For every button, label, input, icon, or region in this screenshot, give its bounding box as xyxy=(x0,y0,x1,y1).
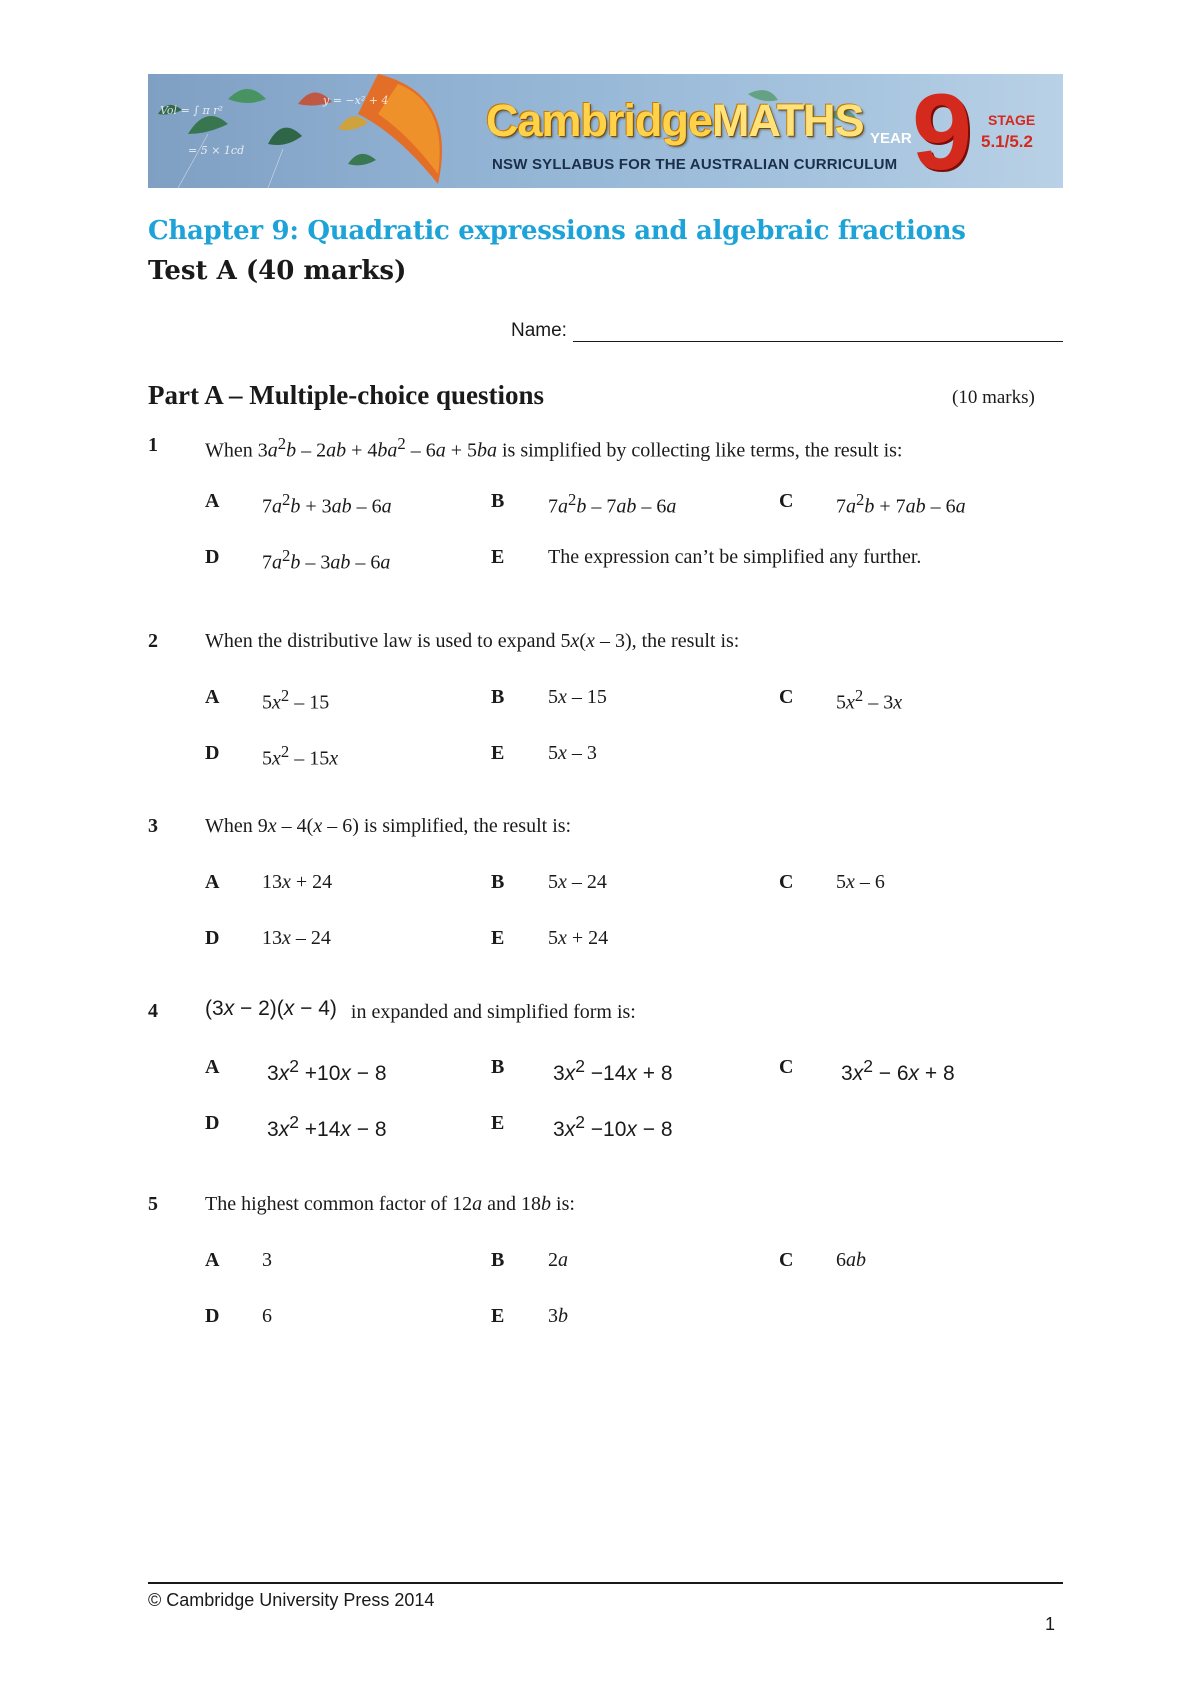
option-letter: D xyxy=(205,546,220,568)
option-text: 2a xyxy=(548,1249,568,1271)
name-field[interactable] xyxy=(511,320,1063,342)
option-text: $7a^2b + 3ab - 6a$ xyxy=(262,490,392,518)
name-label: Name: xyxy=(511,320,567,341)
option-text: 5x – 6 xyxy=(836,871,885,893)
option-letter: B xyxy=(491,871,505,893)
chapter-title: Chapter 9: Quadratic expressions and algebraic fractions xyxy=(148,216,966,246)
question-number: 2 xyxy=(148,630,158,652)
question-number: 5 xyxy=(148,1193,158,1215)
option-text: $3x^2 +10x - 8$ xyxy=(267,1056,387,1085)
option-letter: A xyxy=(205,490,220,512)
brand-logo: CambridgeMATHS xyxy=(486,95,864,146)
page-number: 1 xyxy=(1045,1614,1056,1634)
question-number: 4 xyxy=(148,1000,158,1022)
option-letter: B xyxy=(491,490,505,512)
question-stem: When 9x – 4(x – 6) is simplified, the result is: xyxy=(205,815,572,837)
option-text: 6ab xyxy=(836,1249,866,1271)
banner-scribble: Vol = ∫ π r² xyxy=(160,104,223,117)
option-text: 5x – 3 xyxy=(548,742,597,764)
option-letter: C xyxy=(779,490,794,512)
part-marks: (10 marks) xyxy=(952,387,1035,408)
option-letter: C xyxy=(779,871,794,893)
option-letter: B xyxy=(491,1249,505,1271)
option-letter: B xyxy=(491,1056,505,1078)
option-text: 13x + 24 xyxy=(262,871,333,893)
option-text: 5x – 24 xyxy=(548,871,607,893)
part-title: Part A – Multiple-choice questions xyxy=(148,380,544,410)
option-text: 3 xyxy=(262,1249,272,1271)
option-text: 5x + 24 xyxy=(548,927,609,949)
option-text: $5x^2 - 15x$ xyxy=(262,742,339,770)
option-text: 6 xyxy=(262,1305,272,1327)
option-letter: D xyxy=(205,1305,220,1327)
header-banner xyxy=(148,74,1063,188)
option-letter: E xyxy=(491,546,505,568)
test-title: Test A (40 marks) xyxy=(148,256,407,286)
syllabus-subtitle: NSW SYLLABUS FOR THE AUSTRALIAN CURRICULUM xyxy=(492,156,898,173)
option-text: 5x – 15 xyxy=(548,686,607,708)
year-label: YEAR xyxy=(870,130,912,147)
option-letter: E xyxy=(491,1305,505,1327)
option-text: $5x^2 - 15$ xyxy=(262,686,330,714)
option-text: $7a^2b - 3ab - 6a$ xyxy=(262,546,391,574)
option-letter: A xyxy=(205,686,220,708)
option-letter: D xyxy=(205,927,220,949)
option-letter: C xyxy=(779,1249,794,1271)
question-number: 1 xyxy=(148,434,158,456)
option-text: $7a^2b - 7ab - 6a$ xyxy=(548,490,677,518)
option-text: 13x – 24 xyxy=(262,927,331,949)
banner-scribble: y = −x² + 4 xyxy=(323,94,389,107)
option-letter: E xyxy=(491,1112,505,1134)
question-stem: When the distributive law is used to expand 5x(x – 3), the result is: xyxy=(205,630,740,652)
option-letter: A xyxy=(205,1249,220,1271)
option-letter: C xyxy=(779,686,794,708)
option-letter: B xyxy=(491,686,505,708)
option-text: $7a^2b + 7ab - 6a$ xyxy=(836,490,966,518)
option-letter: C xyxy=(779,1056,794,1078)
question-number: 3 xyxy=(148,815,158,837)
option-text: $5x^2 - 3x$ xyxy=(836,686,903,714)
option-text: $3x^2 -14x + 8$ xyxy=(553,1056,673,1085)
option-letter: D xyxy=(205,742,220,764)
option-letter: D xyxy=(205,1112,220,1134)
option-text: 3b xyxy=(548,1305,568,1327)
option-text: $3x^2 - 6x + 8$ xyxy=(841,1056,955,1085)
option-text: $3x^2 -10x - 8$ xyxy=(553,1112,673,1141)
stage-number: 5.1/5.2 xyxy=(981,132,1033,151)
footer-divider xyxy=(148,1582,1063,1584)
name-blank-line[interactable] xyxy=(573,323,1063,342)
option-letter: A xyxy=(205,871,220,893)
option-letter: A xyxy=(205,1056,220,1078)
copyright-notice: © Cambridge University Press 2014 xyxy=(148,1590,435,1610)
option-text: $3x^2 +14x - 8$ xyxy=(267,1112,387,1141)
question-stem: (3x − 2)(x − 4) in expanded and simplified form is: xyxy=(205,997,636,1023)
option-text: The expression can’t be simplified any further. xyxy=(548,546,922,568)
question-stem: The highest common factor of 12a and 18b is: xyxy=(205,1193,575,1215)
banner-scribble: = 5 × 1cd xyxy=(188,144,245,157)
question-stem: When $3a^2b - 2ab + 4ba^2 - 6a + 5ba$ is simplified by collecting like terms, the result is: xyxy=(205,434,903,462)
year-number: 9 xyxy=(912,74,973,188)
option-letter: E xyxy=(491,927,505,949)
option-letter: E xyxy=(491,742,505,764)
stage-label: STAGE xyxy=(988,112,1036,128)
